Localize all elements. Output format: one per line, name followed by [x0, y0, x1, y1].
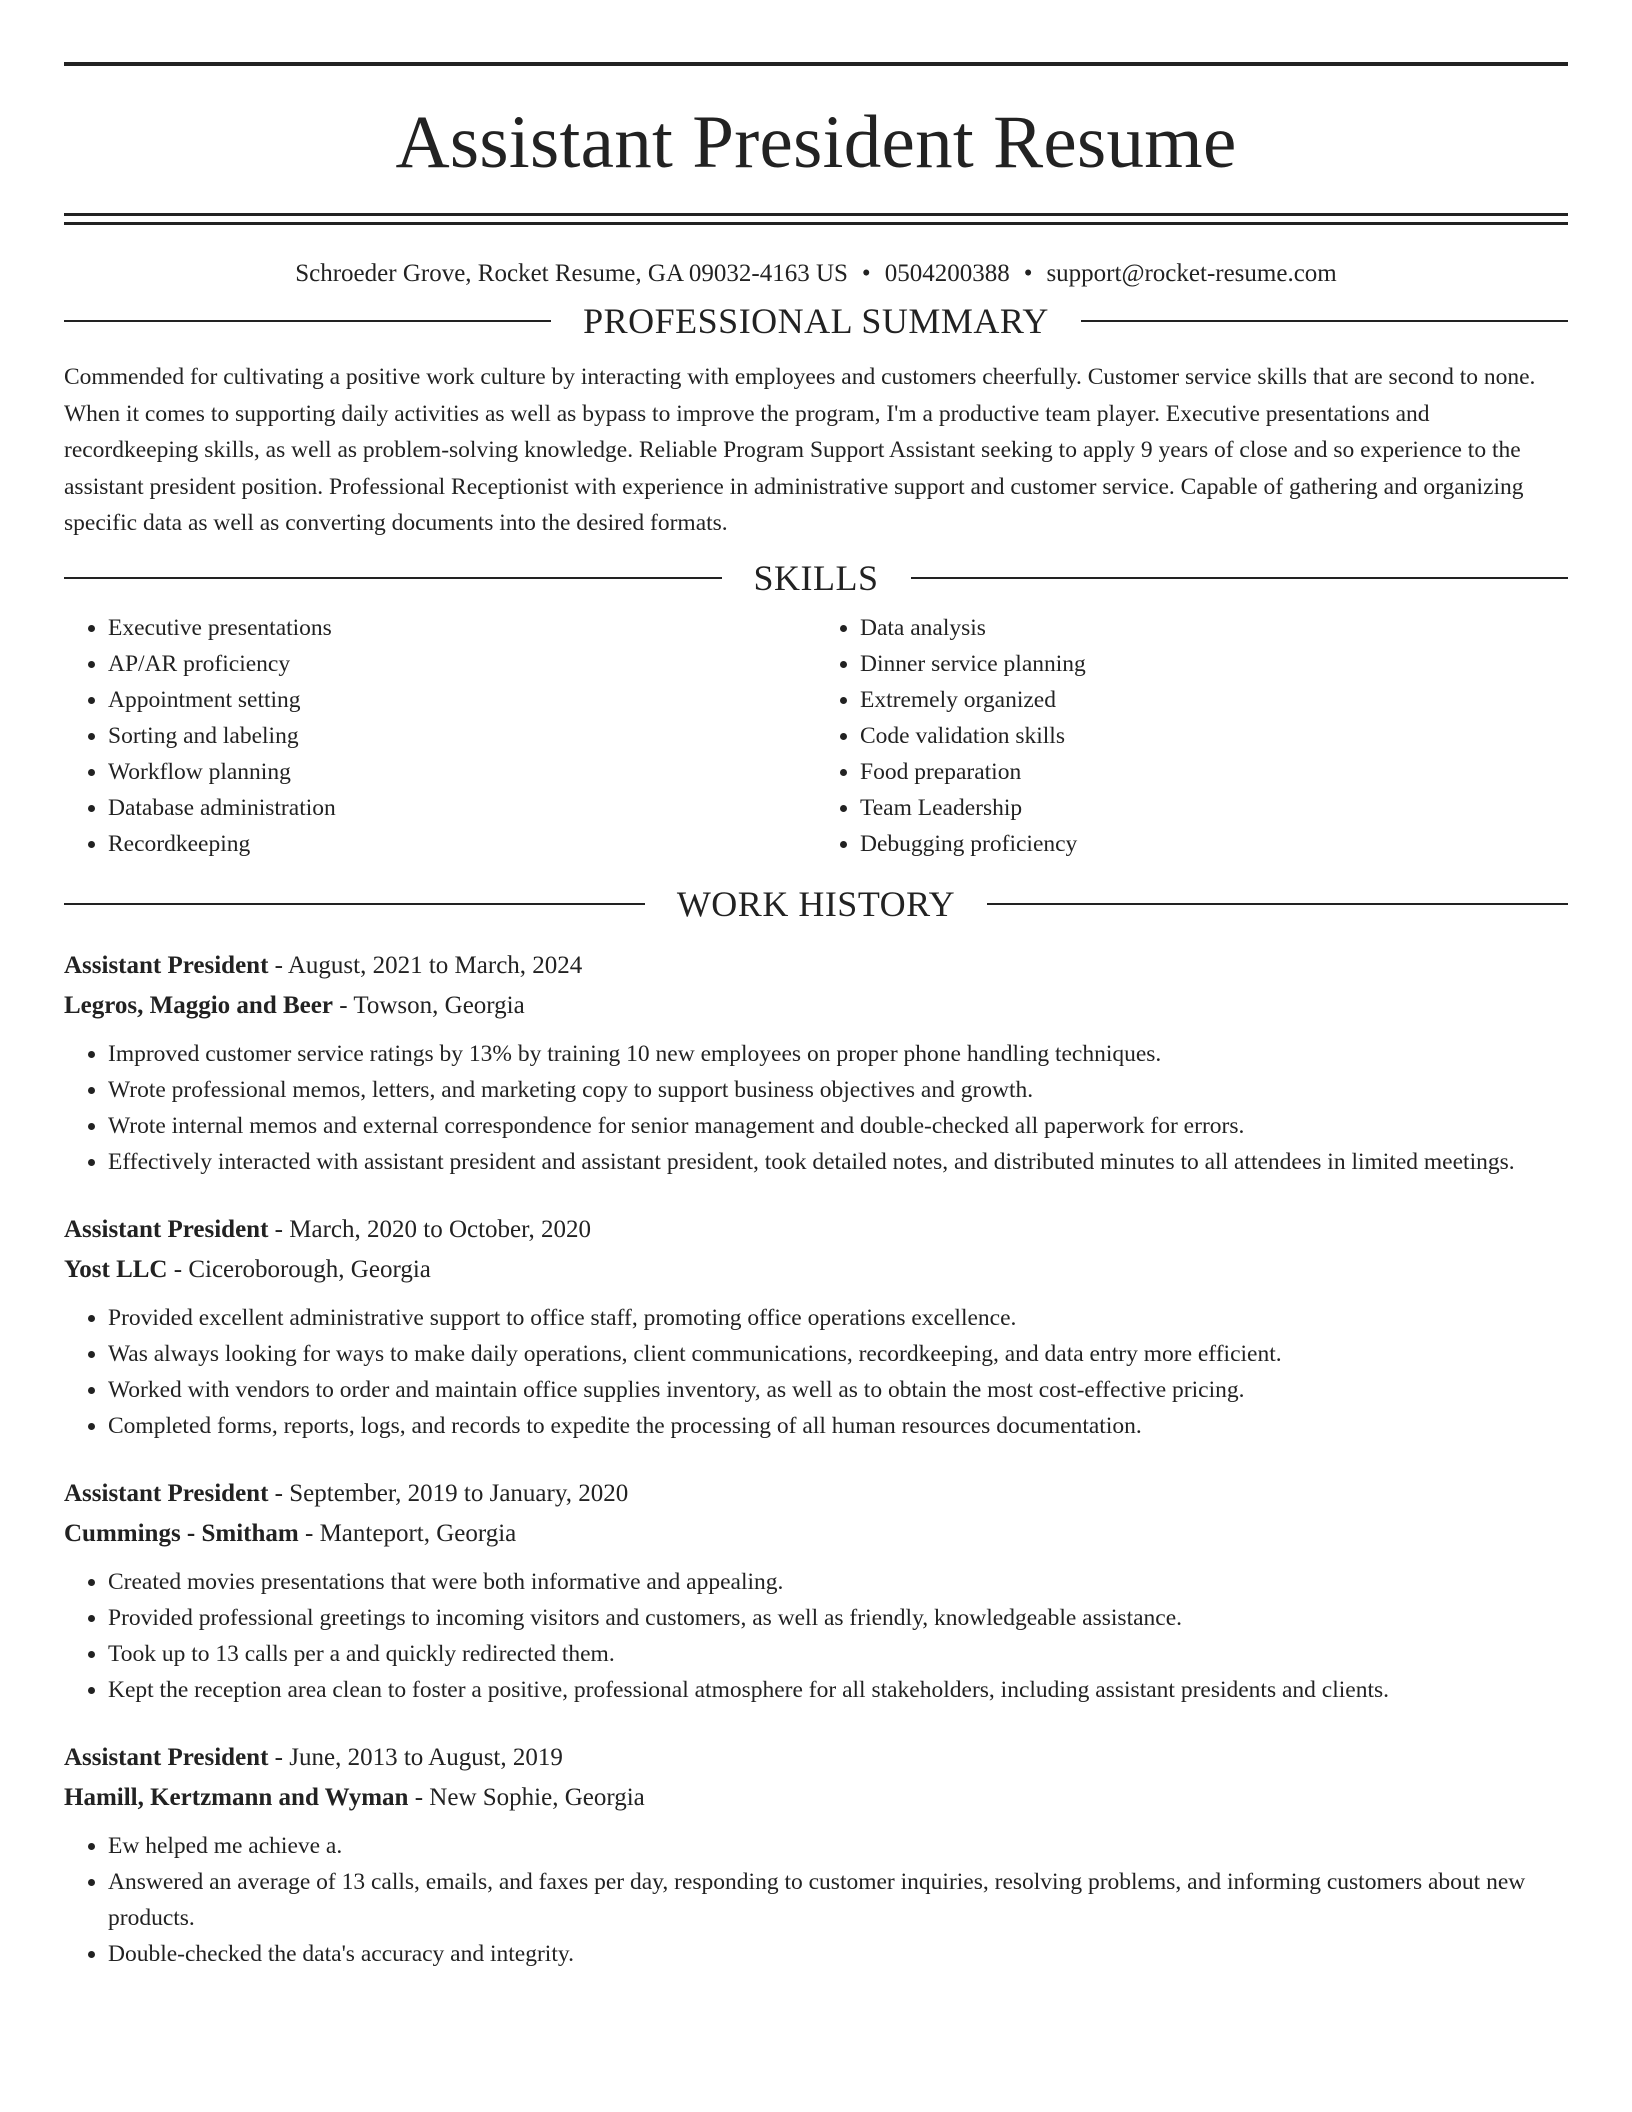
job-bullet: • Wrote internal memos and external correspondence for senior management and double-checked all paperwork for errors.	[108, 1108, 1568, 1144]
job-dates: - March, 2020 to October, 2020	[268, 1215, 591, 1243]
job-bullet: • Completed forms, reports, logs, and records to expedite the processing of all human resources documentation.	[108, 1408, 1568, 1444]
top-rule	[64, 62, 1568, 66]
title-rule-lower	[64, 222, 1568, 225]
job-bullet: • Worked with vendors to order and maintain office supplies inventory, as well as to obtain the most cost-effective pricing.	[108, 1372, 1568, 1408]
contact-separator: •	[1023, 260, 1033, 287]
job-location: - New Sophie, Georgia	[408, 1783, 645, 1811]
section-title: WORK HISTORY	[676, 883, 956, 924]
job-bullets	[64, 1300, 1568, 1444]
skill-item: • Food preparation	[860, 754, 1568, 790]
job-title: Assistant President	[64, 951, 269, 979]
summary-text: Commended for cultivating a positive work culture by interacting with employees and customers cheerfully. Customer service skills that are second to none. When it comes to supporting daily activities as well as bypass to improve the program, I'm a productive team player. Executive presentations and recordkeeping skills, as well as problem-solving knowledge. Reliable Program Support Assistant seeking to apply 9 years of close and so experience to the assistant president position. Professional Receptionist with experience in administrative support and customer service. Capable of gathering and organizing specific data as well as converting documents into the desired formats.	[64, 364, 1536, 536]
job-company-line	[64, 986, 1568, 1026]
job-title-line	[64, 1210, 1568, 1250]
job-dates: - September, 2019 to January, 2020	[268, 1479, 629, 1507]
skill-item: • Sorting and labeling	[108, 718, 816, 754]
work-section-heading	[64, 884, 1568, 924]
job-bullets	[64, 1564, 1568, 1708]
skills-column-left	[64, 610, 816, 862]
skills-column-right	[816, 610, 1568, 862]
contact-phone: 0504200388	[884, 260, 1010, 287]
job-entry	[64, 1474, 1568, 1708]
skill-item: • Code validation skills	[860, 718, 1568, 754]
skill-item: • Team Leadership	[860, 790, 1568, 826]
job-bullet: • Answered an average of 13 calls, emails, and faxes per day, responding to customer inquiries, resolving problems, and informing customers about new products.	[108, 1864, 1568, 1936]
skills-section-heading	[64, 558, 1568, 598]
skill-item: • Workflow planning	[108, 754, 816, 790]
job-title: Assistant President	[64, 1743, 269, 1771]
job-title-line	[64, 1738, 1568, 1778]
job-dates: - August, 2021 to March, 2024	[268, 951, 583, 979]
divider-line	[64, 903, 645, 905]
job-entry	[64, 1210, 1568, 1444]
divider-line	[64, 577, 722, 579]
skill-item: • Recordkeeping	[108, 826, 816, 862]
section-title: SKILLS	[753, 557, 879, 598]
contact-address: Schroeder Grove, Rocket Resume, GA 09032-4163 US	[295, 260, 848, 287]
job-bullet: • Wrote professional memos, letters, and marketing copy to support business objectives and growth.	[108, 1072, 1568, 1108]
skill-item: • Database administration	[108, 790, 816, 826]
job-bullet: • Was always looking for ways to make daily operations, client communications, recordkeeping, and data entry more efficient.	[108, 1336, 1568, 1372]
job-bullet: • Created movies presentations that were both informative and appealing.	[108, 1564, 1568, 1600]
job-company: Legros, Maggio and Beer	[64, 991, 333, 1019]
job-bullet: • Kept the reception area clean to foster a positive, professional atmosphere for all stakeholders, including assistant presidents and clients.	[108, 1672, 1568, 1708]
skill-item: • Executive presentations	[108, 610, 816, 646]
job-bullet: • Provided professional greetings to incoming visitors and customers, as well as friendly, knowledgeable assistance.	[108, 1600, 1568, 1636]
contact-separator: •	[861, 260, 871, 287]
skill-item: • Dinner service planning	[860, 646, 1568, 682]
job-company: Hamill, Kertzmann and Wyman	[64, 1783, 409, 1811]
job-bullet: • Took up to 13 calls per a and quickly redirected them.	[108, 1636, 1568, 1672]
job-location: - Manteport, Georgia	[298, 1519, 517, 1547]
divider-line	[911, 577, 1569, 579]
skill-item: • Extremely organized	[860, 682, 1568, 718]
job-bullets	[64, 1828, 1568, 1972]
job-bullets	[64, 1036, 1568, 1180]
contact-email: support@rocket-resume.com	[1046, 260, 1337, 287]
job-bullet: • Provided excellent administrative support to office staff, promoting office operations excellence.	[108, 1300, 1568, 1336]
job-location: - Towson, Georgia	[332, 991, 525, 1019]
title-rule-upper	[64, 213, 1568, 216]
divider-line	[64, 320, 551, 322]
divider-line	[1081, 320, 1568, 322]
section-title: PROFESSIONAL SUMMARY	[583, 301, 1049, 341]
job-bullet: • Effectively interacted with assistant president and assistant president, took detailed notes, and distributed minutes to all attendees in limited meetings.	[108, 1144, 1568, 1180]
job-title: Assistant President	[64, 1479, 269, 1507]
job-entry	[64, 1738, 1568, 1972]
job-bullet: • Improved customer service ratings by 13% by training 10 new employees on proper phone handling techniques.	[108, 1036, 1568, 1072]
resume-title: Assistant President Resume	[395, 101, 1237, 184]
skill-item: • Data analysis	[860, 610, 1568, 646]
job-company-line	[64, 1778, 1568, 1818]
job-location: - Ciceroborough, Georgia	[167, 1255, 431, 1283]
job-title-line	[64, 1474, 1568, 1514]
job-company-line	[64, 1514, 1568, 1554]
skill-item: • AP/AR proficiency	[108, 646, 816, 682]
contact-line	[64, 259, 1568, 301]
job-company: Yost LLC	[64, 1255, 168, 1283]
job-bullet: • Double-checked the data's accuracy and integrity.	[108, 1936, 1568, 1972]
skill-item: • Appointment setting	[108, 682, 816, 718]
summary-section-heading	[64, 301, 1568, 341]
job-company-line	[64, 1250, 1568, 1290]
job-title-line	[64, 946, 1568, 986]
skill-item: • Debugging proficiency	[860, 826, 1568, 862]
job-title: Assistant President	[64, 1215, 269, 1243]
job-dates: - June, 2013 to August, 2019	[268, 1743, 563, 1771]
job-bullet: • Ew helped me achieve a.	[108, 1828, 1568, 1864]
job-entry	[64, 946, 1568, 1180]
divider-line	[987, 903, 1568, 905]
job-company: Cummings - Smitham	[64, 1519, 299, 1547]
skills-list	[64, 610, 1568, 862]
